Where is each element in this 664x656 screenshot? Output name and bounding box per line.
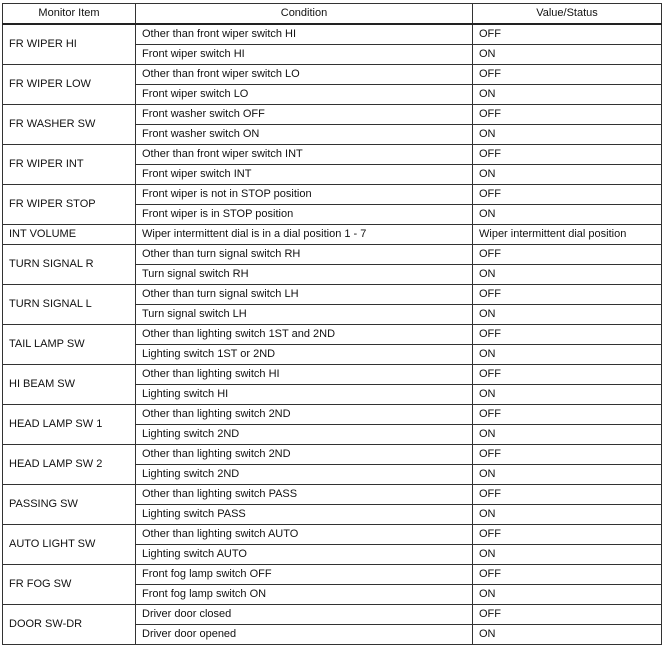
table-row	[3, 325, 662, 345]
table-body	[3, 24, 662, 645]
condition-cell: Front wiper is not in STOP position	[136, 185, 473, 205]
condition-cell: Lighting switch HI	[136, 385, 473, 405]
monitor-item-cell: DOOR SW-DR	[3, 605, 136, 645]
value-status-cell: OFF	[473, 525, 662, 545]
table-row	[3, 445, 662, 465]
condition-cell: Driver door opened	[136, 625, 473, 645]
condition-cell: Front washer switch OFF	[136, 105, 473, 125]
table-row	[3, 605, 662, 625]
condition-cell: Driver door closed	[136, 605, 473, 625]
value-status-cell: OFF	[473, 285, 662, 305]
monitor-item-cell: FR WIPER INT	[3, 145, 136, 185]
condition-cell: Other than lighting switch AUTO	[136, 525, 473, 545]
value-status-cell: ON	[473, 545, 662, 565]
value-status-cell: OFF	[473, 605, 662, 625]
value-status-cell: Wiper intermittent dial position	[473, 225, 662, 245]
condition-cell: Other than front wiper switch INT	[136, 145, 473, 165]
condition-cell: Front fog lamp switch OFF	[136, 565, 473, 585]
monitor-item-cell: TAIL LAMP SW	[3, 325, 136, 365]
monitor-item-cell: AUTO LIGHT SW	[3, 525, 136, 565]
value-status-cell: OFF	[473, 445, 662, 465]
condition-cell: Front wiper is in STOP position	[136, 205, 473, 225]
condition-cell: Lighting switch 2ND	[136, 425, 473, 445]
value-status-cell: OFF	[473, 405, 662, 425]
condition-cell: Front fog lamp switch ON	[136, 585, 473, 605]
condition-cell: Front wiper switch HI	[136, 45, 473, 65]
value-status-cell: ON	[473, 305, 662, 325]
condition-cell: Lighting switch AUTO	[136, 545, 473, 565]
condition-cell: Other than lighting switch 2ND	[136, 445, 473, 465]
table-row	[3, 565, 662, 585]
condition-cell: Other than lighting switch HI	[136, 365, 473, 385]
value-status-cell: ON	[473, 505, 662, 525]
monitor-item-cell: FR WIPER LOW	[3, 65, 136, 105]
value-status-cell: ON	[473, 265, 662, 285]
value-status-cell: OFF	[473, 325, 662, 345]
condition-cell: Lighting switch PASS	[136, 505, 473, 525]
condition-cell: Other than front wiper switch HI	[136, 24, 473, 45]
condition-cell: Other than lighting switch PASS	[136, 485, 473, 505]
table-header	[3, 4, 662, 25]
condition-cell: Other than turn signal switch LH	[136, 285, 473, 305]
monitor-item-table	[2, 3, 662, 645]
monitor-item-cell: TURN SIGNAL L	[3, 285, 136, 325]
monitor-item-cell: HEAD LAMP SW 1	[3, 405, 136, 445]
monitor-item-cell: INT VOLUME	[3, 225, 136, 245]
condition-cell: Turn signal switch LH	[136, 305, 473, 325]
table-row	[3, 285, 662, 305]
table-row	[3, 245, 662, 265]
condition-cell: Wiper intermittent dial is in a dial position 1 - 7	[136, 225, 473, 245]
value-status-cell: ON	[473, 85, 662, 105]
value-status-cell: OFF	[473, 245, 662, 265]
value-status-cell: OFF	[473, 485, 662, 505]
value-status-cell: ON	[473, 625, 662, 645]
monitor-item-cell: FR WIPER STOP	[3, 185, 136, 225]
header-monitor-item: Monitor Item	[3, 4, 136, 25]
condition-cell: Other than lighting switch 2ND	[136, 405, 473, 425]
value-status-cell: OFF	[473, 24, 662, 45]
value-status-cell: ON	[473, 125, 662, 145]
condition-cell: Lighting switch 2ND	[136, 465, 473, 485]
condition-cell: Other than front wiper switch LO	[136, 65, 473, 85]
condition-cell: Front wiper switch LO	[136, 85, 473, 105]
condition-cell: Other than turn signal switch RH	[136, 245, 473, 265]
monitor-item-cell: TURN SIGNAL R	[3, 245, 136, 285]
value-status-cell: OFF	[473, 145, 662, 165]
monitor-item-cell: PASSING SW	[3, 485, 136, 525]
table-row	[3, 105, 662, 125]
value-status-cell: ON	[473, 585, 662, 605]
monitor-item-cell: FR FOG SW	[3, 565, 136, 605]
value-status-cell: ON	[473, 205, 662, 225]
value-status-cell: OFF	[473, 365, 662, 385]
monitor-item-cell: FR WASHER SW	[3, 105, 136, 145]
condition-cell: Lighting switch 1ST or 2ND	[136, 345, 473, 365]
value-status-cell: ON	[473, 385, 662, 405]
table-row	[3, 65, 662, 85]
value-status-cell: OFF	[473, 185, 662, 205]
header-value-status: Value/Status	[473, 4, 662, 25]
value-status-cell: ON	[473, 45, 662, 65]
value-status-cell: ON	[473, 425, 662, 445]
value-status-cell: OFF	[473, 105, 662, 125]
value-status-cell: OFF	[473, 65, 662, 85]
condition-cell: Turn signal switch RH	[136, 265, 473, 285]
value-status-cell: ON	[473, 165, 662, 185]
table-row	[3, 145, 662, 165]
table-row	[3, 24, 662, 45]
table-row	[3, 405, 662, 425]
table-row	[3, 225, 662, 245]
value-status-cell: ON	[473, 345, 662, 365]
monitor-item-cell: HI BEAM SW	[3, 365, 136, 405]
table-row	[3, 185, 662, 205]
monitor-item-cell: FR WIPER HI	[3, 24, 136, 65]
value-status-cell: ON	[473, 465, 662, 485]
condition-cell: Other than lighting switch 1ST and 2ND	[136, 325, 473, 345]
header-condition: Condition	[136, 4, 473, 25]
table-row	[3, 525, 662, 545]
header-row	[3, 4, 662, 25]
monitor-item-cell: HEAD LAMP SW 2	[3, 445, 136, 485]
condition-cell: Front washer switch ON	[136, 125, 473, 145]
condition-cell: Front wiper switch INT	[136, 165, 473, 185]
table-row	[3, 365, 662, 385]
value-status-cell: OFF	[473, 565, 662, 585]
table-row	[3, 485, 662, 505]
